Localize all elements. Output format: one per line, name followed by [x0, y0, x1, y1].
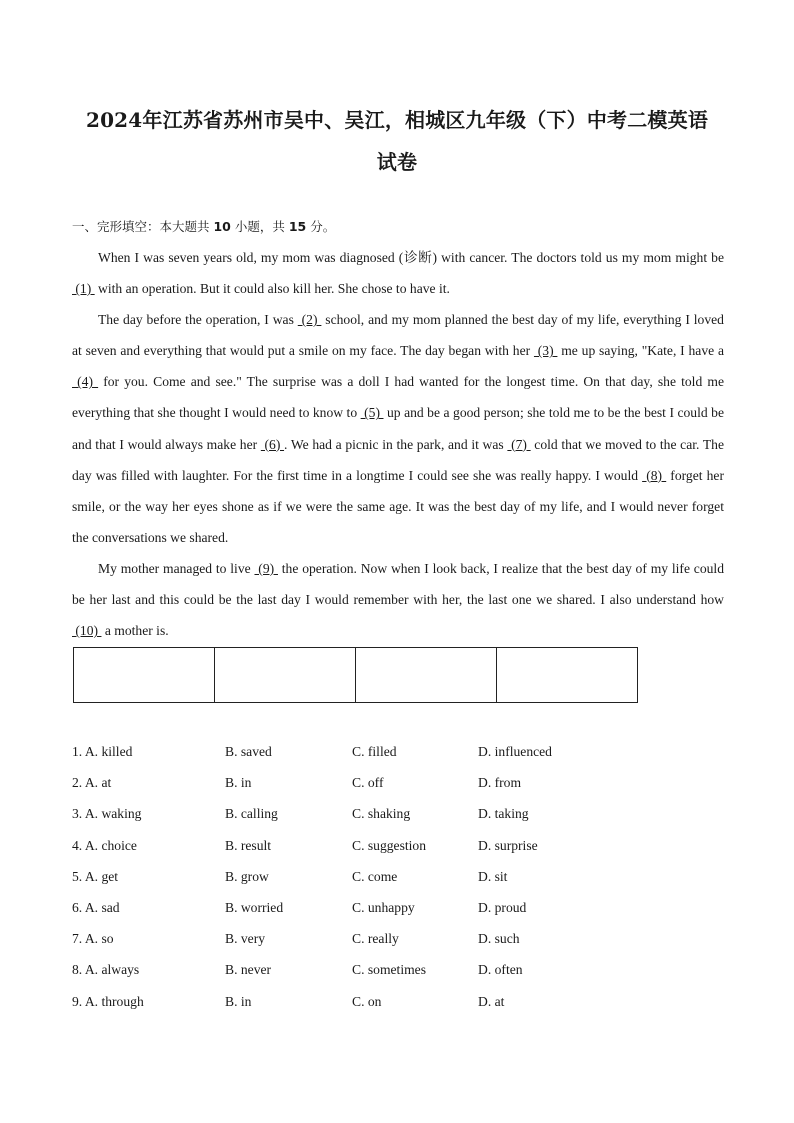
option-c: C. really — [352, 931, 399, 947]
option-b: B. in — [225, 775, 252, 791]
passage-text: with an operation. But it could also kill her. She chose to have it. — [94, 281, 450, 297]
answer-box-row — [74, 648, 638, 703]
question-row-8 — [72, 954, 732, 985]
option-a: 8. A. always — [72, 962, 140, 978]
answer-box-cell — [215, 648, 356, 703]
passage-text: . We had a picnic in the park, and it was — [284, 436, 508, 452]
passage-paragraph-2 — [72, 304, 724, 553]
option-a: 6. A. sad — [72, 899, 120, 915]
section-heading — [72, 218, 335, 236]
question-row-9 — [72, 986, 732, 1017]
blank-8: (8) — [642, 467, 667, 483]
section-heading-prefix: 一、完形填空：本大题共 — [72, 219, 214, 234]
option-b: B. never — [225, 962, 272, 978]
option-c: C. on — [352, 993, 382, 1009]
question-count: 10 — [213, 219, 231, 234]
question-options — [72, 736, 732, 1017]
option-d: D. such — [478, 931, 520, 947]
blank-9: (9) — [254, 560, 278, 576]
option-d: D. from — [478, 775, 522, 791]
option-c: C. off — [352, 775, 384, 791]
answer-box-table — [73, 647, 638, 703]
passage-text: The day before the operation, I was — [98, 312, 298, 328]
answer-box-cell — [356, 648, 497, 703]
answer-box-cell — [497, 648, 638, 703]
blank-10: (10) — [72, 623, 102, 639]
option-a: 2. A. at — [72, 775, 112, 791]
cloze-passage — [72, 242, 724, 646]
option-b: B. very — [225, 931, 266, 947]
section-heading-mid: 小题，共 — [230, 219, 289, 234]
total-score: 15 — [288, 219, 307, 234]
passage-text: up and be a good person; she told me to be the best I could be and that I would always make her — [72, 405, 725, 452]
question-row-4 — [72, 830, 732, 861]
option-c: C. filled — [352, 744, 397, 759]
question-row-2 — [72, 767, 732, 798]
option-a: 5. A. get — [72, 868, 119, 884]
option-d: D. influenced — [478, 744, 552, 759]
option-b: B. in — [225, 993, 252, 1009]
document-title — [60, 99, 734, 183]
option-d: D. surprise — [478, 837, 538, 853]
question-row-7 — [72, 923, 732, 954]
option-d: D. sit — [478, 868, 508, 884]
answer-box-cell — [74, 648, 215, 703]
option-d: D. often — [478, 962, 523, 978]
title-line-2: 试卷 — [376, 150, 418, 174]
question-row-3 — [72, 798, 732, 829]
blank-2: (2) — [297, 312, 322, 328]
blank-1: (1) — [72, 281, 95, 297]
passage-text: forget her smile, or the way her eyes shone as if we were the same age. It was the best day of my life, and I would never forget the conversations we shared. — [72, 467, 724, 545]
passage-text: When I was seven years old, my mom was diagnosed (诊断) with cancer. The doctors told us my mom might be — [98, 250, 724, 265]
passage-paragraph-3 — [72, 553, 724, 646]
passage-paragraph-1 — [72, 242, 724, 304]
option-a: 4. A. choice — [72, 837, 137, 853]
passage-text: the operation. Now when I look back, I realize that the best day of my life could be her last and this could be the last day I would remember with her, the last one we shared. I also understand how — [72, 560, 725, 608]
passage-text: school, and my mom planned the best day of my life, everything I loved at seven and everything that would put a smile on my face. The day began with her — [72, 312, 724, 359]
blank-4: (4) — [72, 374, 99, 390]
option-c: C. shaking — [352, 806, 411, 822]
option-c: C. come — [352, 868, 398, 884]
question-row-1 — [72, 736, 732, 767]
question-row-5 — [72, 861, 732, 892]
option-c: C. sometimes — [352, 962, 427, 978]
option-d: D. taking — [478, 806, 529, 822]
section-heading-suffix: 分。 — [306, 219, 336, 234]
blank-7: (7) — [507, 436, 531, 452]
option-b: B. worried — [225, 899, 284, 915]
option-d: D. at — [478, 993, 505, 1009]
option-b: B. calling — [225, 806, 278, 822]
passage-text: me up saying, "Kate, I have a — [557, 343, 724, 359]
option-c: C. suggestion — [352, 837, 427, 853]
option-b: B. result — [225, 837, 272, 853]
blank-6: (6) — [260, 436, 285, 452]
passage-text: for you. Come and see." The surprise was a doll I had wanted for the longest time. On that day, she told me everything that she thought I would need to know to — [72, 374, 724, 421]
question-row-6 — [72, 892, 732, 923]
blank-5: (5) — [360, 405, 384, 421]
blank-3: (3) — [533, 343, 558, 359]
passage-text: My mother managed to live — [98, 560, 255, 576]
passage-text: cold that we moved to the car. The day was filled with laughter. For the first time in a longtime I could see she was really happy. I would — [72, 436, 724, 483]
option-a: 7. A. so — [72, 931, 114, 947]
option-a: 1. A. killed — [72, 744, 133, 759]
option-d: D. proud — [478, 899, 527, 915]
option-a: 3. A. waking — [72, 806, 142, 822]
option-b: B. grow — [225, 868, 269, 884]
passage-text: a mother is. — [101, 623, 169, 639]
option-c: C. unhappy — [352, 899, 415, 915]
title-line-1: 2024年江苏省苏州市吴中、吴江，相城区九年级（下）中考二模英语 — [85, 108, 709, 132]
option-a: 9. A. through — [72, 993, 144, 1009]
option-b: B. saved — [225, 744, 272, 759]
